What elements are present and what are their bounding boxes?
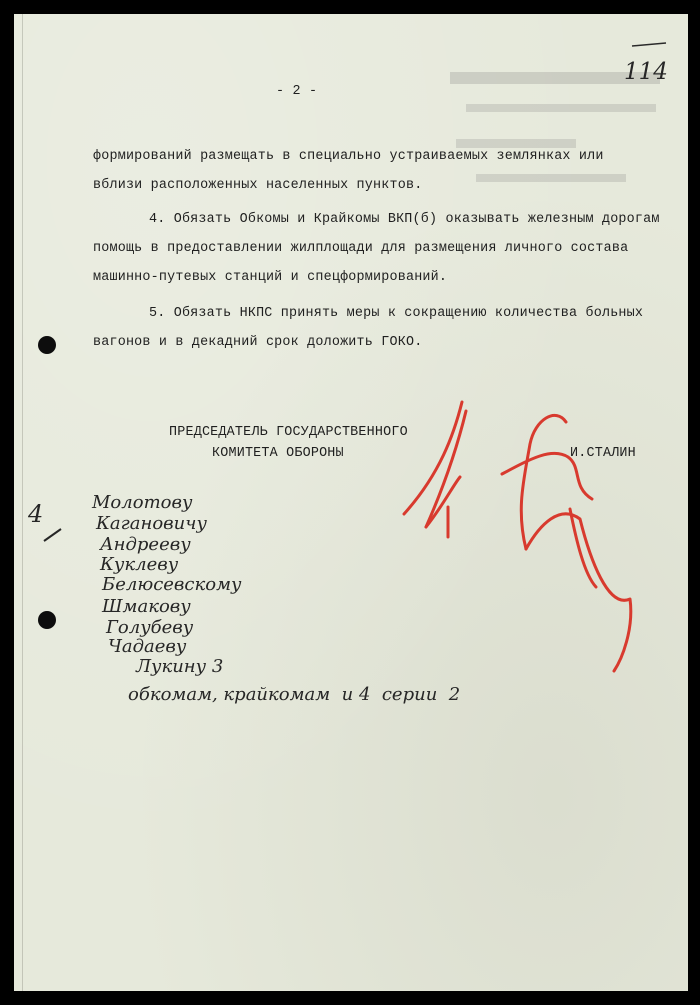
distribution-name: Кагановичу [96,513,207,534]
text-line: 4. Обязать Обкомы и Крайкомы ВКП(б) оказывать железным дорогам [149,212,660,227]
signatory-name: И.СТАЛИН [570,446,636,461]
distribution-name: Молотову [92,492,193,513]
signature-title-line: КОМИТЕТА ОБОРОНЫ [212,446,344,461]
distribution-name: Лукину 3 [136,656,224,677]
distribution-name: Андрееву [100,534,191,555]
signature-title-line: ПРЕДСЕДАТЕЛЬ ГОСУДАРСТВЕННОГО [169,425,408,440]
margin-tick [39,524,69,544]
distribution-footer: обкомам, крайкомам и 4 серии 2 [128,684,461,705]
fold-line [22,14,23,991]
distribution-name: Голубеву [106,617,194,638]
text-line: формирований размещать в специально устраиваемых землянках или [93,149,604,164]
text-line: помощь в предоставлении жилплощади для размещения личного состава [93,241,629,256]
margin-count: 4 [28,500,44,528]
distribution-name: Куклеву [100,554,179,575]
distribution-name: Шмакову [102,596,191,617]
punch-hole-top [38,336,56,354]
document-page [14,14,688,991]
folio-overline [630,40,670,50]
text-line: вблизи расположенных населенных пунктов. [93,178,423,193]
distribution-name: Чадаеву [108,636,187,657]
text-line: машинно-путевых станций и спецформирований. [93,270,448,285]
text-line: вагонов и в декадний срок доложить ГОКО. [93,335,423,350]
punch-hole-bottom [38,611,56,629]
text-line: 5. Обязать НКПС принять меры к сокращению количества больных [149,306,644,321]
bleed-through-ghost [446,64,676,214]
page-number: - 2 - [276,84,318,99]
handwritten-signature [390,399,640,679]
archive-folio-number: 114 [624,59,668,85]
distribution-name: Белюсевскому [102,574,242,595]
